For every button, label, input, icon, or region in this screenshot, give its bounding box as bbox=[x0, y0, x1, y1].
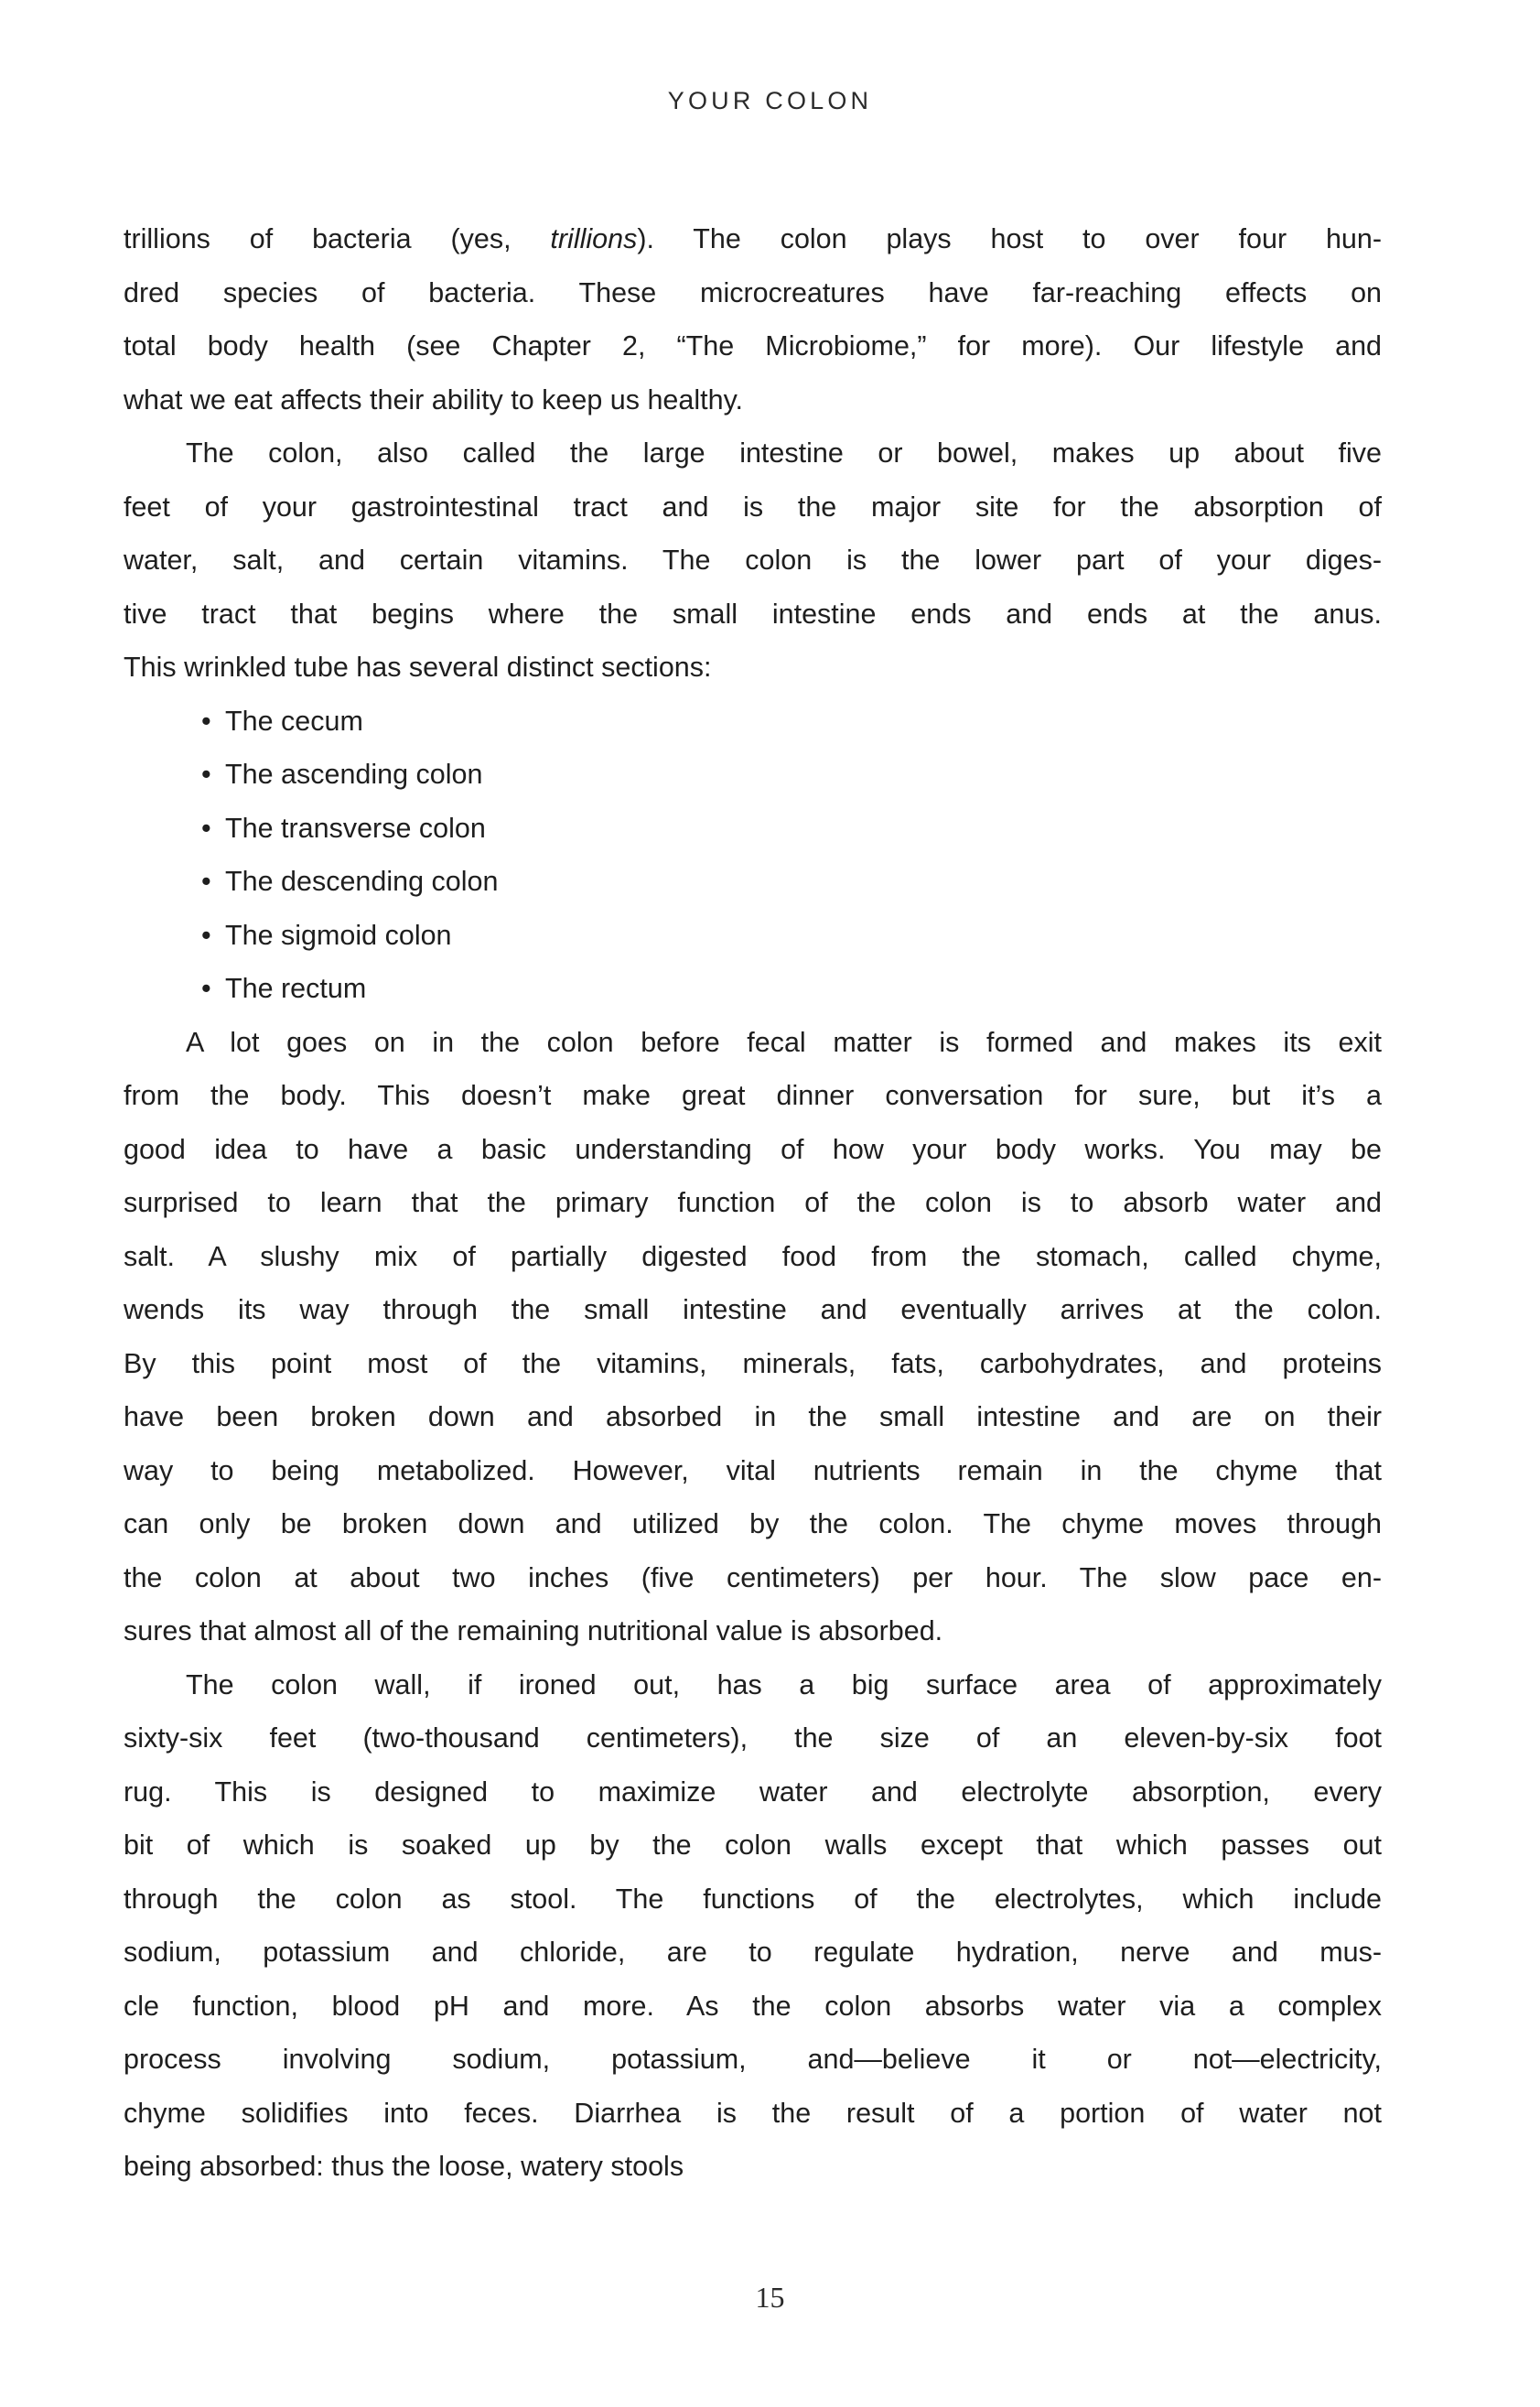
text-line: wends its way through the small intestine and eventually arrives at the colon. bbox=[124, 1294, 1382, 1325]
text-line: By this point most of the vitamins, minerals, fats, carbohydrates, and proteins bbox=[124, 1347, 1382, 1379]
colon-sections-list bbox=[124, 695, 1382, 1016]
text-line: The colon wall, if ironed out, has a big surface area of approximately bbox=[186, 1668, 1382, 1700]
text-line: good idea to have a basic understanding of how your body works. You may be bbox=[124, 1133, 1382, 1165]
text-line: rug. This is designed to maximize water and electrolyte absorption, every bbox=[124, 1776, 1382, 1808]
text-line: what we eat affects their ability to keep us healthy. bbox=[124, 383, 744, 416]
paragraph-4 bbox=[124, 1658, 1382, 2194]
list-item bbox=[124, 802, 1382, 856]
bullet-icon: • bbox=[201, 705, 211, 737]
text-line: bit of which is soaked up by the colon walls except that which passes out bbox=[124, 1830, 1382, 1861]
paragraph-2 bbox=[124, 426, 1382, 695]
text-line: salt. A slushy mix of partially digested food from the stomach, called chyme, bbox=[124, 1240, 1382, 1272]
text-line: way to being metabolized. However, vital nutrients remain in the chyme that bbox=[124, 1454, 1382, 1486]
page-body bbox=[124, 212, 1382, 2194]
text-line: This wrinkled tube has several distinct sections: bbox=[124, 652, 712, 683]
text-line: from the body. This doesn’t make great dinner conversation for sure, but it’s a bbox=[124, 1080, 1382, 1111]
emphasis-trillions: trillions bbox=[550, 223, 638, 254]
running-head: YOUR COLON bbox=[667, 87, 873, 114]
bullet-icon: • bbox=[201, 812, 211, 844]
text-line: the colon at about two inches (five centimeters) per hour. The slow pace en- bbox=[124, 1561, 1382, 1593]
list-item-label: The descending colon bbox=[225, 866, 499, 897]
line-text: trillions of bacteria (yes, bbox=[124, 223, 551, 254]
text-line: can only be broken down and utilized by the colon. The chyme moves through bbox=[124, 1508, 1382, 1539]
list-item bbox=[124, 909, 1382, 963]
bullet-icon: • bbox=[201, 919, 211, 951]
text-line: tive tract that begins where the small intestine ends and ends at the anus. bbox=[124, 598, 1382, 630]
paragraph-1 bbox=[124, 212, 1382, 426]
text-line: chyme solidifies into feces. Diarrhea is the result of a portion of water not bbox=[124, 2097, 1382, 2129]
line-text-tail: ). The colon plays host to over four hun- bbox=[637, 223, 1383, 254]
text-line bbox=[124, 212, 1382, 266]
text-line: have been broken down and absorbed in the small intestine and are on their bbox=[124, 1401, 1382, 1432]
list-item-label: The transverse colon bbox=[225, 812, 486, 844]
text-line: A lot goes on in the colon before fecal matter is formed and makes its exit bbox=[186, 1026, 1382, 1058]
text-line: water, salt, and certain vitamins. The colon is the lower part of your diges- bbox=[124, 545, 1382, 576]
list-item-label: The cecum bbox=[225, 705, 363, 737]
text-line: being absorbed: thus the loose, watery stools bbox=[124, 2151, 684, 2182]
paragraph-3 bbox=[124, 1016, 1382, 1658]
text-line: sodium, potassium and chloride, are to regulate hydration, nerve and mus- bbox=[124, 1937, 1382, 1968]
text-line: dred species of bacteria. These microcreatures have far-reaching effects on bbox=[124, 276, 1382, 308]
list-item-label: The ascending colon bbox=[225, 759, 483, 790]
text-line: cle function, blood pH and more. As the colon absorbs water via a complex bbox=[124, 1990, 1382, 2022]
list-item bbox=[124, 855, 1382, 909]
text-line: sures that almost all of the remaining nutritional value is absorbed. bbox=[124, 1615, 943, 1646]
text-line: sixty-six feet (two-thousand centimeters), the size of an eleven-by-six foot bbox=[124, 1722, 1382, 1754]
text-line: total body health (see Chapter 2, “The Microbiome,” for more). Our lifestyle and bbox=[124, 330, 1382, 362]
list-item bbox=[124, 962, 1382, 1016]
page-number: 15 bbox=[755, 2281, 785, 2314]
text-line: surprised to learn that the primary function of the colon is to absorb water and bbox=[124, 1187, 1382, 1218]
bullet-icon: • bbox=[201, 759, 211, 790]
list-item-label: The rectum bbox=[225, 973, 367, 1004]
list-item-label: The sigmoid colon bbox=[225, 919, 452, 951]
list-item bbox=[124, 695, 1382, 749]
text-line: The colon, also called the large intestine or bowel, makes up about five bbox=[186, 437, 1382, 469]
text-line: feet of your gastrointestinal tract and is the major site for the absorption of bbox=[124, 491, 1382, 523]
text-line: process involving sodium, potassium, and—believe it or not—electricity, bbox=[124, 2044, 1382, 2075]
bullet-icon: • bbox=[201, 973, 211, 1004]
text-line: through the colon as stool. The functions of the electrolytes, which include bbox=[124, 1883, 1382, 1915]
list-item bbox=[124, 748, 1382, 802]
bullet-icon: • bbox=[201, 866, 211, 897]
